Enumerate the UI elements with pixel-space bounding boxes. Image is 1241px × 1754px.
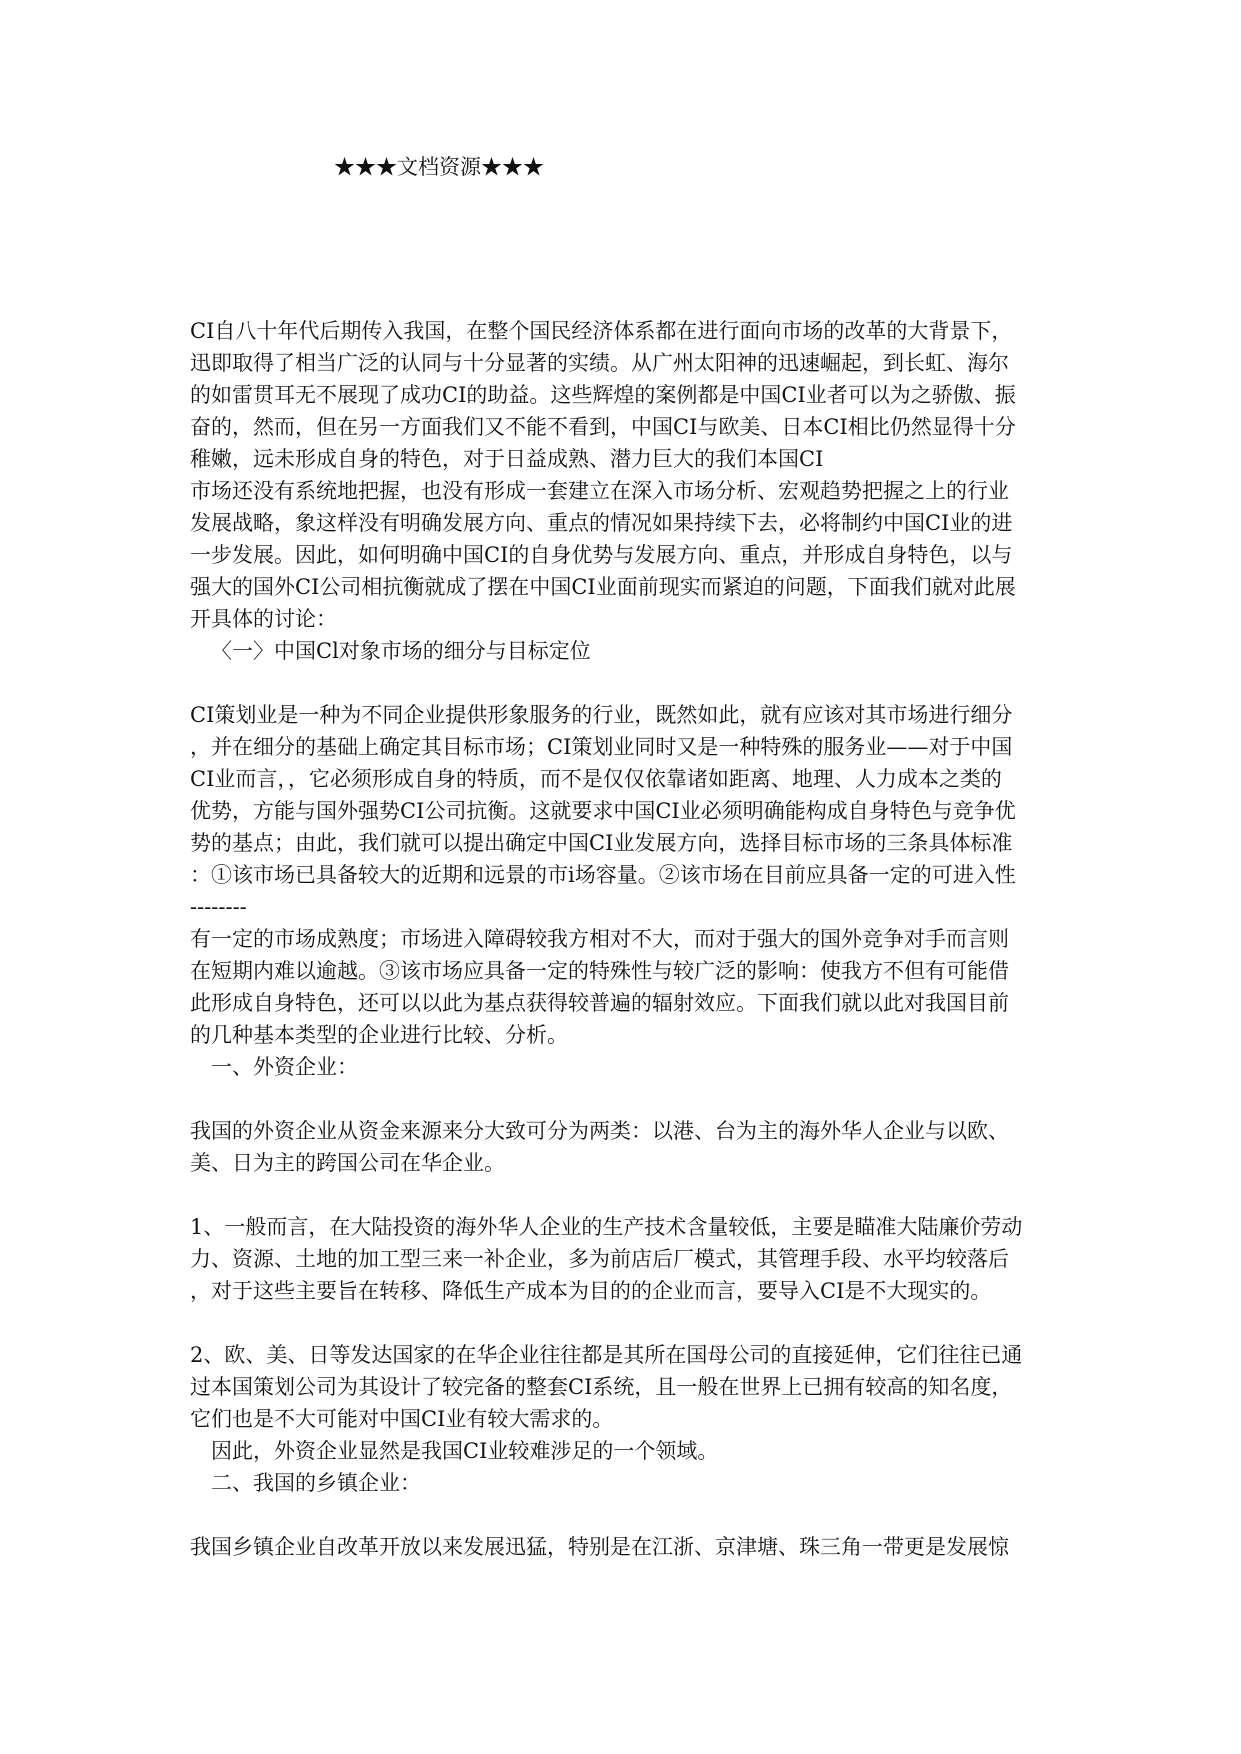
text-line: 它们也是不大可能对中国CI业有较大需求的。: [190, 1407, 614, 1431]
blank-line: [190, 1083, 1060, 1115]
text-line: --------: [190, 895, 247, 919]
text-line: 我国乡镇企业自改革开放以来发展迅猛，特别是在江浙、京津塘、珠三角一带更是发展惊: [190, 1535, 1009, 1559]
text-line: 优势，方能与国外强势CI公司抗衡。这就要求中国CI业必须明确能构成自身特色与竞争优: [190, 799, 1016, 823]
text-line: 在短期内难以逾越。③该市场应具备一定的特殊性与较广泛的影响：使我方不但有可能借: [190, 959, 1009, 983]
text-line: 迅即取得了相当广泛的认同与十分显著的实绩。从广州太阳神的迅速崛起，到长虹、海尔: [190, 351, 1009, 375]
text-line: 二、我国的乡镇企业：: [211, 1471, 421, 1495]
document-body: [190, 315, 1060, 1563]
blank-line: [190, 1179, 1060, 1211]
text-line: 的几种基本类型的企业进行比较、分析。: [190, 1023, 568, 1047]
text-line: 的如雷贯耳无不展现了成功CI的助益。这些辉煌的案例都是中国CI业者可以为之骄傲、振: [190, 383, 1016, 407]
blank-line: [190, 1499, 1060, 1531]
text-line: 稚嫩，远未形成自身的特色，对于日益成熟、潜力巨大的我们本国CI: [190, 447, 824, 471]
text-line: 开具体的讨论：: [190, 607, 337, 631]
text-line: ，对于这些主要旨在转移、降低生产成本为目的的企业而言，要导入CI是不大现实的。: [190, 1279, 992, 1303]
text-line: 此形成自身特色，还可以以此为基点获得较普遍的辐射效应。下面我们就以此对我国目前: [190, 991, 1009, 1015]
text-line: 市场还没有系统地把握，也没有形成一套建立在深入市场分析、宏观趋势把握之上的行业: [190, 479, 1009, 503]
text-line: 奋的，然而，但在另一方面我们又不能不看到，中国CI与欧美、日本CI相比仍然显得十分: [190, 415, 1016, 439]
text-line: 力、资源、土地的加工型三来一补企业，多为前店后厂模式，其管理手段、水平均较落后: [190, 1247, 1009, 1271]
text-line: 因此，外资企业显然是我国CI业较难涉足的一个领域。: [211, 1439, 719, 1463]
text-line: 有一定的市场成熟度；市场进入障碍较我方相对不大，而对于强大的国外竞争对手而言则: [190, 927, 1009, 951]
text-line: 发展战略，象这样没有明确发展方向、重点的情况如果持续下去，必将制约中国CI业的进: [190, 511, 1013, 535]
text-line: 我国的外资企业从资金来源来分大致可分为两类：以港、台为主的海外华人企业与以欧、: [190, 1119, 1009, 1143]
text-line: CI业而言，，它必须形成自身的特质，而不是仅仅依靠诸如距离、地理、人力成本之类的: [190, 767, 1002, 791]
text-line: 势的基点；由此，我们就可以提出确定中国CI业发展方向，选择目标市场的三条具体标准: [190, 831, 1013, 855]
blank-line: [190, 667, 1060, 699]
text-line: CI策划业是一种为不同企业提供形象服务的行业，既然如此，就有应该对其市场进行细分: [190, 703, 1013, 727]
text-line: 2、欧、美、日等发达国家的在华企业往往都是其所在国母公司的直接延伸，它们往往已通: [190, 1343, 1023, 1367]
text-line: 美、日为主的跨国公司在华企业。: [190, 1151, 505, 1175]
document-header: ★★★文档资源★★★: [334, 155, 544, 179]
text-line: 1、一般而言，在大陆投资的海外华人企业的生产技术含量较低，主要是瞄准大陆廉价劳动: [190, 1215, 1023, 1239]
text-line: 一、外资企业：: [211, 1055, 358, 1079]
text-line: CI自八十年代后期传入我国，在整个国民经济体系都在进行面向市场的改革的大背景下，: [190, 319, 1013, 343]
text-line: 〈一〉中国Cl对象市场的细分与目标定位: [211, 639, 591, 663]
text-line: 一步发展。因此，如何明确中国CI的自身优势与发展方向、重点，并形成自身特色，以与: [190, 543, 1013, 567]
text-line: ：①该市场已具备较大的近期和远景的市i场容量。②该市场在目前应具备一定的可进入性: [190, 863, 1016, 887]
text-line: ，并在细分的基础上确定其目标市场；CI策划业同时又是一种特殊的服务业——对于中国: [190, 735, 1013, 759]
blank-line: [190, 1307, 1060, 1339]
text-line: 强大的国外CI公司相抗衡就成了摆在中国CI业面前现实而紧迫的问题，下面我们就对此展: [190, 575, 1016, 599]
text-line: 过本国策划公司为其设计了较完备的整套CI系统，且一般在世界上已拥有较高的知名度，: [190, 1375, 1013, 1399]
